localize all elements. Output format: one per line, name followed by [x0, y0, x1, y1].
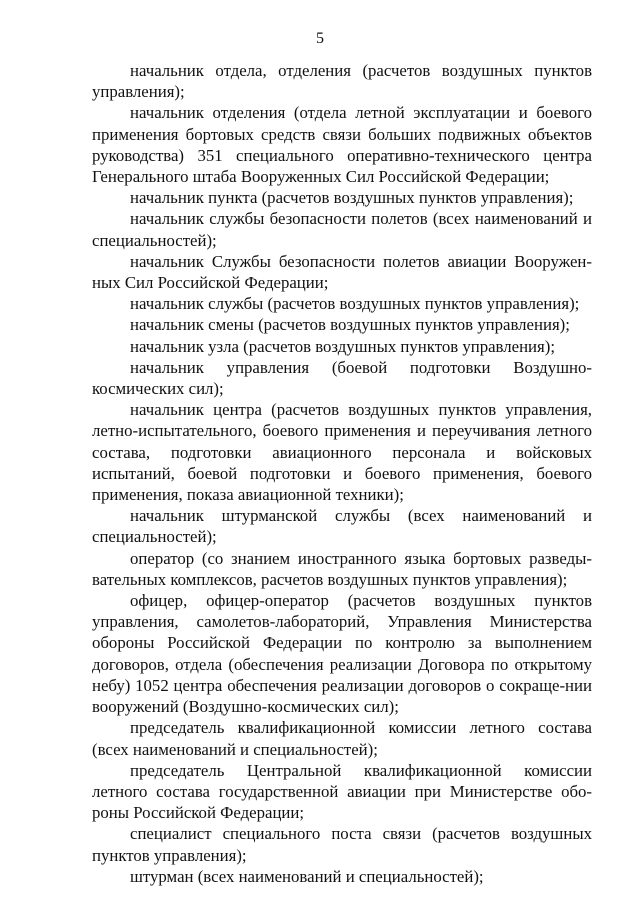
paragraph: начальник отдела, отделения (расчетов воздушных пунктов управления);: [92, 61, 592, 102]
paragraph: председатель квалификационной комиссии летного состава (всех наименований и специальностей);: [92, 718, 592, 759]
paragraph: начальник Службы безопасности полетов авиации Вооружен-ных Сил Российской Федерации;: [92, 251, 592, 293]
paragraph: начальник службы (расчетов воздушных пунктов управления);: [130, 294, 580, 314]
paragraph: начальник отделения (отдела летной эксплуатации и боевого применения бортовых средств связи больших подвижных объектов руководства) 351 специального оперативно-технического центра Генерального штаба Вооруженных Сил Российской Федерации;: [92, 103, 592, 187]
paragraph: начальник штурманской службы (всех наименований и специальностей);: [92, 506, 592, 547]
document-body: [92, 60, 592, 887]
page-number: 5: [316, 30, 324, 47]
paragraph: оператор (со знанием иностранного языка бортовых разведы-вательных комплексов, расчетов воздушных пунктов управления);: [92, 548, 592, 589]
paragraph: штурман (всех наименований и специальностей);: [130, 866, 484, 886]
paragraph: председатель Центральной квалификационной комиссии летного состава государственной авиации при Министерстве обо-роны Российской Федерации;: [92, 760, 592, 823]
paragraph: специалист специального поста связи (расчетов воздушных пунктов управления);: [92, 824, 592, 865]
paragraph: начальник управления (боевой подготовки Воздушно-космических сил);: [92, 357, 592, 399]
paragraph: офицер, офицер-оператор (расчетов воздушных пунктов управления, самолетов-лабораторий, Управления Министерства обороны Российской Федерации по контролю за выполнением договоров, отдела (обеспечения реализации Договора по открытому небу) 1052 центра обеспечения реализации договоров о сокраще-нии вооружений (Воздушно-космических сил);: [92, 591, 592, 717]
paragraph: начальник службы безопасности полетов (всех наименований и специальностей);: [92, 209, 592, 250]
paragraph: начальник пункта (расчетов воздушных пунктов управления);: [130, 188, 574, 208]
paragraph: начальник центра (расчетов воздушных пунктов управления, летно-испытательного, боевого применения и переучивания летного состава, подготовки авиационного персонала и войсковых испытаний, боевой подготовки и боевого применения, боевого применения, показа авиационной техники);: [92, 400, 592, 505]
paragraph: начальник смены (расчетов воздушных пунктов управления);: [130, 315, 570, 335]
paragraph: начальник узла (расчетов воздушных пунктов управления);: [130, 336, 556, 356]
